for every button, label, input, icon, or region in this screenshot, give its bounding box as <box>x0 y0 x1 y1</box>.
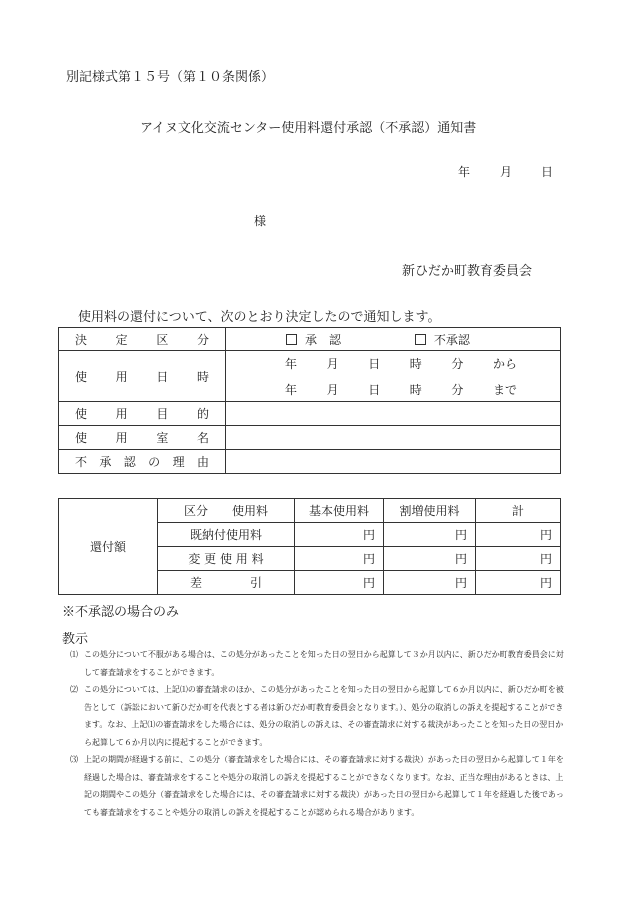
form-number: 別記様式第１５号（第１０条関係） <box>66 70 275 85</box>
row-label-changed: 変 更 使 用 料 <box>158 547 295 571</box>
cell-total[interactable]: 円 <box>476 571 561 595</box>
document-title: アイヌ文化交流センター使用料還付承認（不承認）通知書 <box>140 121 477 136</box>
instruction-list <box>70 646 570 821</box>
row-label-difference: 差 引 <box>158 571 295 595</box>
purpose-field[interactable] <box>226 402 561 426</box>
intro-text: 使用料の還付について、次のとおり決定したので通知します。 <box>78 310 441 325</box>
approve-option[interactable]: 承 認 <box>286 333 341 347</box>
date-month: 月 <box>500 165 513 179</box>
datetime-to-row: 年 月 日 時 分 まで <box>285 382 517 397</box>
issuer: 新ひだか町教育委員会 <box>402 264 533 279</box>
cell-basic[interactable]: 円 <box>295 571 384 595</box>
cell-total[interactable]: 円 <box>476 523 561 547</box>
col-header-surcharge: 割増使用料 <box>384 499 476 523</box>
list-item: ⑴ この処分について不服がある場合は、この処分があったことを知った日の翌日から起算して３か月以内に、新ひだか町教育委員会に対して審査請求をすることができます。 <box>70 650 564 677</box>
refund-table <box>58 498 561 595</box>
room-field[interactable] <box>226 426 561 450</box>
reject-checkbox[interactable] <box>415 334 426 345</box>
cell-surcharge[interactable]: 円 <box>384 523 476 547</box>
cell-basic[interactable]: 円 <box>295 523 384 547</box>
label-decision: 決 定 区 分 <box>59 328 226 351</box>
list-item: ⑶ 上記の期間が経過する前に、この処分（審査請求をした場合には、その審査請求に対する裁決）があった日の翌日から起算して１年を経過した場合は、審査請求をすることや処分の取消しの訴えを提起することができなくなります。なお、正当な理由があるときは、上記の期間やこの処分（審査請求をした場合には、その審査請求に対する裁決）があった日の翌日から起算して１年を経過した後であっても審査請求をすることや処分の取消しの訴えを提起することが認められる場合があります。 <box>70 755 564 817</box>
col-header-category: 区分 使用料 <box>158 499 295 523</box>
usage-datetime-field[interactable] <box>226 351 561 402</box>
approve-checkbox[interactable] <box>286 334 297 345</box>
cell-basic[interactable]: 円 <box>295 547 384 571</box>
date-year: 年 <box>458 165 471 179</box>
col-header-total: 計 <box>476 499 561 523</box>
reject-reason-field[interactable] <box>226 450 561 474</box>
label-room: 使 用 室 名 <box>59 426 226 450</box>
cell-total[interactable]: 円 <box>476 547 561 571</box>
cell-surcharge[interactable]: 円 <box>384 571 476 595</box>
reject-option[interactable]: 不承認 <box>415 333 470 347</box>
col-header-basic: 基本使用料 <box>295 499 384 523</box>
decision-options <box>226 328 561 351</box>
addressee-suffix: 様 <box>254 214 267 228</box>
decision-table <box>58 327 561 474</box>
instruction-title: 教示 <box>62 632 89 647</box>
label-reject-reason: 不 承 認 の 理 由 <box>59 450 226 474</box>
list-item: ⑵ この処分については、上記⑴の審査請求のほか、この処分があったことを知った日の翌日から起算して６か月以内に、新ひだか町を被告として（訴訟において新ひだか町を代表とする者は新ひだか町教育委員会となります。）、処分の取消しの訴えを提起することができます。なお、上記⑴の審査請求をした場合には、処分の取消しの訴えは、その審査請求に対する裁決があったことを知った日の翌日から起算して６か月以内に提起することができます。 <box>70 685 564 747</box>
row-label-paid: 既納付使用料 <box>158 523 295 547</box>
date-day: 日 <box>541 165 554 179</box>
reject-only-note: ※不承認の場合のみ <box>62 605 180 620</box>
cell-surcharge[interactable]: 円 <box>384 547 476 571</box>
datetime-from-row: 年 月 日 時 分 から <box>285 356 517 371</box>
label-purpose: 使 用 目 的 <box>59 402 226 426</box>
label-usage-datetime: 使 用 日 時 <box>59 351 226 402</box>
refund-row-header: 還付額 <box>59 499 158 595</box>
